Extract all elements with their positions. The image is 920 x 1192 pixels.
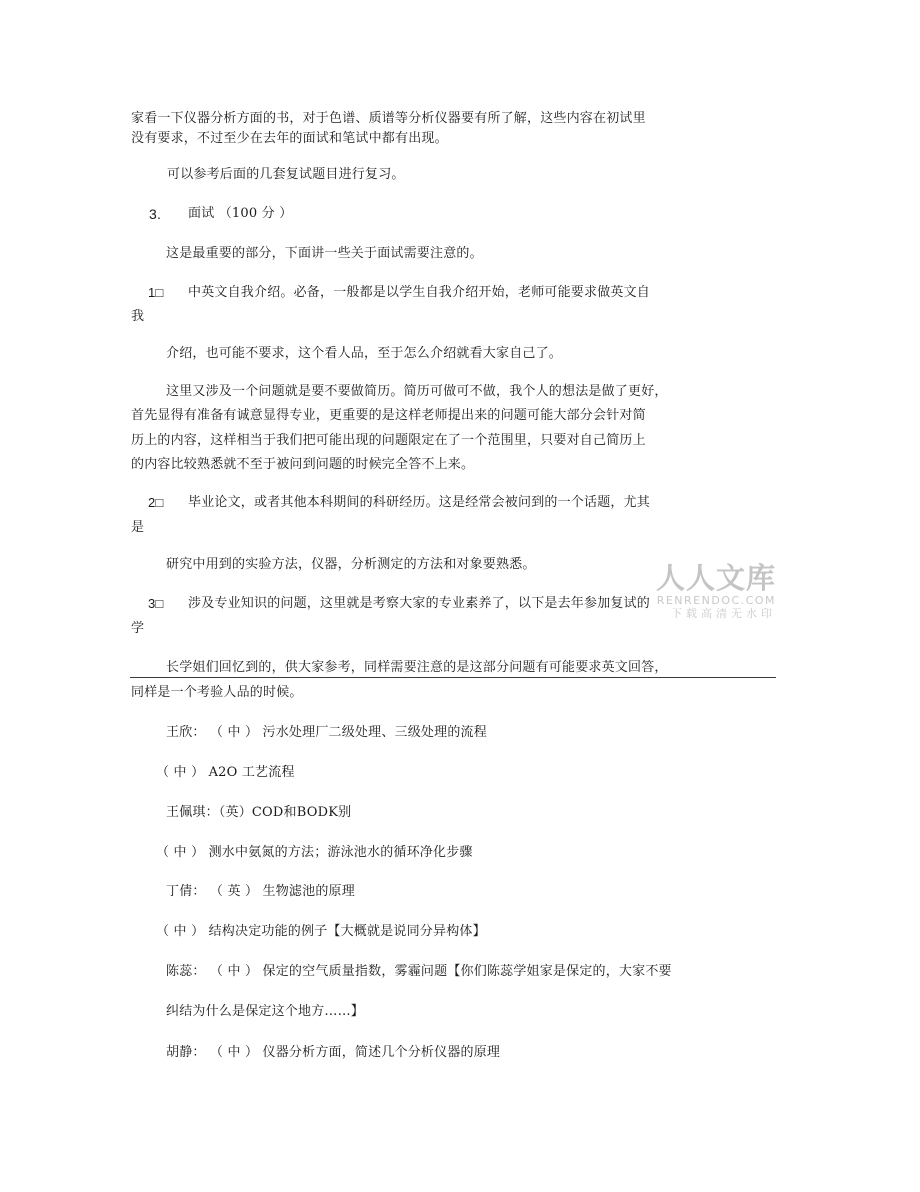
paragraph-line: 家看一下仪器分析方面的书，对于色谱、质谱等分析仪器要有所了解，这些内容在初试里 [131,111,646,126]
recall-item: 王佩琪：（英）COD和BODK别 [166,805,352,820]
paragraph-line: 可以参考后面的几套复试题目进行复习。 [167,167,405,182]
recall-item: 丁倩： （ 英 ） 生物滤池的原理 [166,884,355,899]
recall-item: （ 中 ） A2O 工艺流程 [156,765,295,780]
watermark-slogan: 下载高清无水印 [671,607,776,620]
list-item-number: 1□ [148,285,164,300]
recall-item: 胡静： （ 中 ） 仪器分析方面，简述几个分析仪器的原理 [166,1045,501,1060]
paragraph-line: 没有要求，不过至少在去年的面试和笔试中都有出现。 [131,131,448,146]
recall-item: 纠结为什么是保定这个地方……】 [166,1004,365,1019]
recall-item: （ 中 ） 测水中氨氮的方法；游泳池水的循环净化步骤 [156,845,473,860]
paragraph-line: 中英文自我介绍。必备，一般都是以学生自我介绍开始，老师可能要求做英文自 [188,285,651,300]
section-number: 3. [149,206,162,222]
recall-item: 陈蕊： （ 中 ） 保定的空气质量指数，雾霾问题【你们陈蕊学姐家是保定的，大家不要 [166,964,672,979]
paragraph-line: 研究中用到的实验方法，仪器，分析测定的方法和对象要熟悉。 [166,557,536,572]
paragraph-line: 历上的内容，这样相当于我们把可能出现的问题限定在了一个范围里，只要对自己简历上 [131,433,646,448]
paragraph-line: 介绍，也可能不要求，这个看人品，至于怎么介绍就看大家自己了。 [166,346,563,361]
paragraph-line: 这里又涉及一个问题就是要不要做简历。简历可做可不做，我个人的想法是做了更好， [166,384,668,399]
paragraph-line: 同样是一个考验人品的时候。 [131,685,303,700]
paragraph-line: 我 [131,309,145,324]
paragraph-line: 涉及专业知识的问题，这里就是考察大家的专业素养了，以下是去年参加复试的 [188,596,651,611]
paragraph-line: 毕业论文，或者其他本科期间的科研经历。这是经常会被问到的一个话题，尤其 [188,495,651,510]
horizontal-rule [130,677,776,678]
paragraph-line: 学 [131,621,145,636]
paragraph-line: 长学姐们回忆到的，供大家参考，同样需要注意的是这部分问题有可能要求英文回答， [166,660,668,675]
recall-item: 王欣： （ 中 ） 污水处理厂二级处理、三级处理的流程 [166,725,487,740]
paragraph-line: 是 [131,520,145,535]
list-item-number: 2□ [148,495,164,510]
list-item-number: 3□ [148,596,164,611]
section-title: 面试 （100 分 ） [188,206,293,221]
watermark [636,562,776,621]
paragraph-line: 首先显得有准备有诚意显得专业，更重要的是这样老师提出来的问题可能大部分会针对简 [131,408,646,423]
watermark-site: RENRENDOC.COM [656,594,776,607]
watermark-title: 人人文库 [655,561,776,595]
recall-item: （ 中 ） 结构决定功能的例子【大概就是说同分异构体】 [156,924,486,939]
paragraph-line: 这是最重要的部分，下面讲一些关于面试需要注意的。 [166,246,483,261]
paragraph-line: 的内容比较熟悉就不至于被问到问题的时候完全答不上来。 [131,457,475,472]
